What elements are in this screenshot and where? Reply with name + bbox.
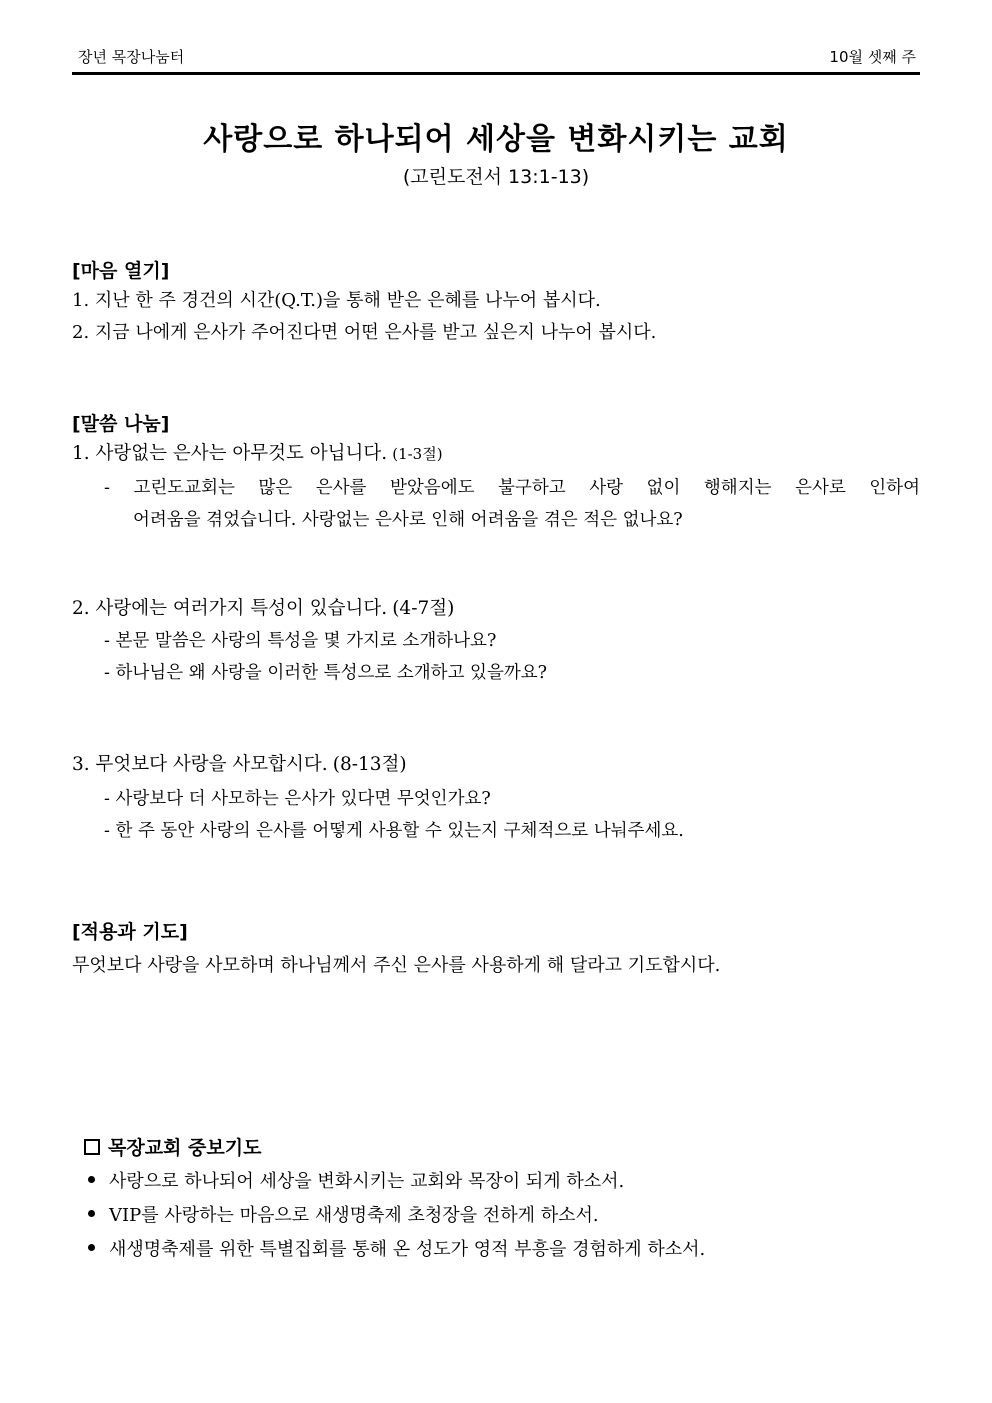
word-section-2-question-2: - 하나님은 왜 사랑을 이러한 특성으로 소개하고 있을까요? <box>104 663 548 683</box>
opening-item-2: 2. 지금 나에게 은사가 주어진다면 어떤 은사를 받고 싶은지 나누어 봅시다. <box>72 322 657 343</box>
word-section-1-title-row <box>72 439 443 465</box>
opening-heading: [마음 열기] <box>72 260 170 282</box>
word-section-1-question-line-1: - 고린도교회는 많은 은사를 받았음에도 불구하고 사랑 없이 행해지는 은사로 인하여 <box>104 478 920 498</box>
word-section-1-verse: (1-3절) <box>392 445 443 463</box>
header-right-label: 10월 셋째 주 <box>829 48 916 66</box>
word-section-3-title: 3. 무엇보다 사랑을 사모합시다. <box>72 754 328 775</box>
word-section-2-question-1: - 본문 말씀은 사랑의 특성을 몇 가지로 소개하나요? <box>104 631 497 651</box>
prayer-item-1 <box>88 1167 624 1193</box>
bullet-icon <box>88 1176 95 1183</box>
prayer-heading: 목장교회 중보기도 <box>108 1137 262 1159</box>
page-title: 사랑으로 하나되어 세상을 변화시키는 교회 <box>203 122 789 157</box>
word-section-3-question-2: - 한 주 동안 사랑의 은사를 어떻게 사용할 수 있는지 구체적으로 나눠주세요. <box>104 821 684 841</box>
opening-item-1: 1. 지난 한 주 경건의 시간(Q.T.)을 통해 받은 은혜를 나누어 봅시다. <box>72 290 601 311</box>
header-divider <box>72 72 920 75</box>
word-section-3-question-1: - 사랑보다 더 사모하는 은사가 있다면 무엇인가요? <box>104 789 491 809</box>
prayer-item-1-text: 사랑으로 하나되어 세상을 변화시키는 교회와 목장이 되게 하소서. <box>109 1171 625 1192</box>
prayer-item-2-text: VIP를 사랑하는 마음으로 새생명축제 초청장을 전하게 하소서. <box>109 1205 599 1226</box>
word-heading: [말씀 나눔] <box>72 413 170 435</box>
word-section-3-title-row <box>72 750 407 776</box>
checkbox-square-icon <box>84 1139 100 1155</box>
prayer-item-3 <box>88 1235 705 1261</box>
word-section-2-title: 2. 사랑에는 여러가지 특성이 있습니다. <box>72 598 388 619</box>
prayer-item-2 <box>88 1201 599 1227</box>
word-section-1-title: 1. 사랑없는 은사는 아무것도 아닙니다. <box>72 443 388 464</box>
apply-heading: [적용과 기도] <box>72 921 188 943</box>
apply-text: 무엇보다 사랑을 사모하며 하나님께서 주신 은사를 사용하게 해 달라고 기도합시다. <box>72 955 721 976</box>
word-section-3-verse: (8-13절) <box>332 754 407 775</box>
word-section-2-verse: (4-7절) <box>392 598 455 619</box>
word-section-2-title-row <box>72 594 454 620</box>
prayer-heading-row <box>84 1133 261 1160</box>
word-section-1-question-line-2: 어려움을 겪었습니다. 사랑없는 은사로 인해 어려움을 겪은 적은 없나요? <box>133 510 683 530</box>
header-left-label: 장년 목장나눔터 <box>78 48 185 66</box>
bullet-icon <box>88 1210 95 1217</box>
scripture-reference: (고린도전서 13:1-13) <box>402 166 590 188</box>
bullet-icon <box>88 1244 95 1251</box>
prayer-item-3-text: 새생명축제를 위한 특별집회를 통해 온 성도가 영적 부흥을 경험하게 하소서. <box>109 1239 706 1260</box>
